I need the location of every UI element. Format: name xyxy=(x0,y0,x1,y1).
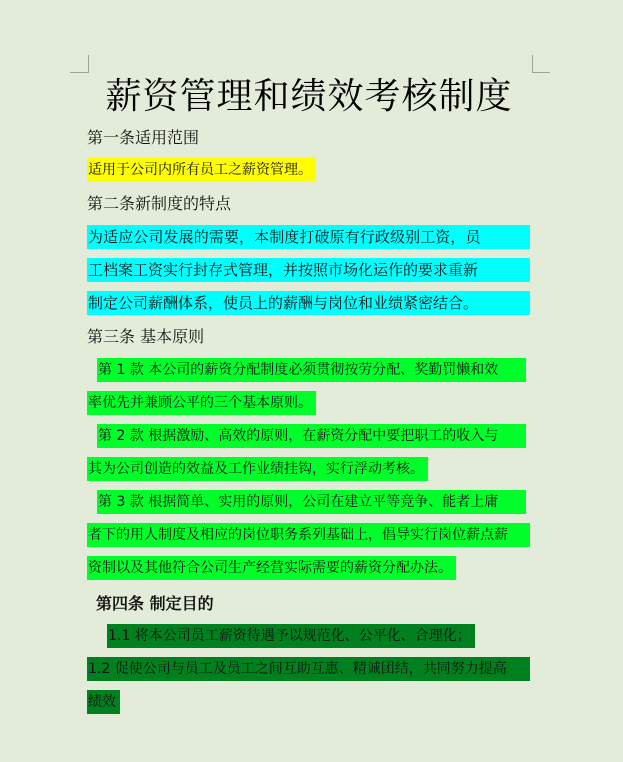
article2-line2: 工档案工资实行封存式管理，并按照市场化运作的要求重新 xyxy=(87,258,530,282)
margin-mark-top-right xyxy=(532,55,533,73)
article4-item1 xyxy=(107,620,475,653)
article3-item3-line3: 资制以及其他符合公司生产经营实际需要的薪资分配办法。 xyxy=(87,556,456,580)
article2-text xyxy=(87,220,530,253)
article4-item2 xyxy=(87,686,120,719)
article1-text xyxy=(87,154,316,187)
article3-item1 xyxy=(97,354,526,387)
article1-heading: 第一条适用范围 xyxy=(87,128,200,147)
article3-item2-line1: 第 2 款 根据激励、高效的原则，在薪资分配中要把职工的收入与 xyxy=(97,424,526,448)
article3-item3-line1: 第 3 款 根据简单、实用的原则，公司在建立平等竞争、能者上庸 xyxy=(97,490,526,514)
margin-mark-top-left xyxy=(70,72,88,73)
article3-item1 xyxy=(87,387,316,420)
article3-item3 xyxy=(97,486,526,519)
article3-item2 xyxy=(87,453,428,486)
article4-item1-line1: 1.1 将本公司员工薪资待遇予以规范化、公平化、合理化； xyxy=(107,624,475,648)
article2-line1: 为适应公司发展的需要，本制度打破原有行政级别工资，员 xyxy=(87,225,530,249)
article3-item1-line1: 第 1 款 本公司的薪资分配制度必须贯彻按劳分配、奖勤罚懒和效 xyxy=(97,358,526,382)
margin-mark-top-left xyxy=(88,55,89,73)
article3-item3 xyxy=(87,519,530,552)
article2-heading: 第二条新制度的特点 xyxy=(87,194,232,213)
article3-item1-line2: 率优先并兼顾公平的三个基本原则。 xyxy=(87,391,316,415)
article3-item3-line2: 者下的用人制度及相应的岗位职务系列基础上，倡导实行岗位薪点薪 xyxy=(87,523,530,547)
article3-heading: 第三条 基本原则 xyxy=(87,327,205,346)
document-title: 薪资管理和绩效考核制度 xyxy=(105,76,513,117)
article3-item3 xyxy=(87,552,456,585)
article3-item2-line2: 其为公司创造的效益及工作业绩挂钩，实行浮动考核。 xyxy=(87,457,428,481)
article4-item2-line2: 绩效 xyxy=(87,690,120,714)
article3-item2 xyxy=(97,420,526,453)
article4-item2-line1: 1.2 促使公司与员工及员工之间互助互惠、精诚团结，共同努力提高 xyxy=(87,657,530,681)
article2-line3: 制定公司薪酬体系，使员上的薪酬与岗位和业绩紧密结合。 xyxy=(87,291,530,315)
article2-text xyxy=(87,253,530,286)
article2-text xyxy=(87,286,530,319)
article4-item2 xyxy=(87,653,530,686)
article4-heading: 第四条 制定目的 xyxy=(96,594,214,613)
margin-mark-top-right xyxy=(532,72,550,73)
article1-line1: 适用于公司内所有员工之薪资管理。 xyxy=(87,158,316,182)
